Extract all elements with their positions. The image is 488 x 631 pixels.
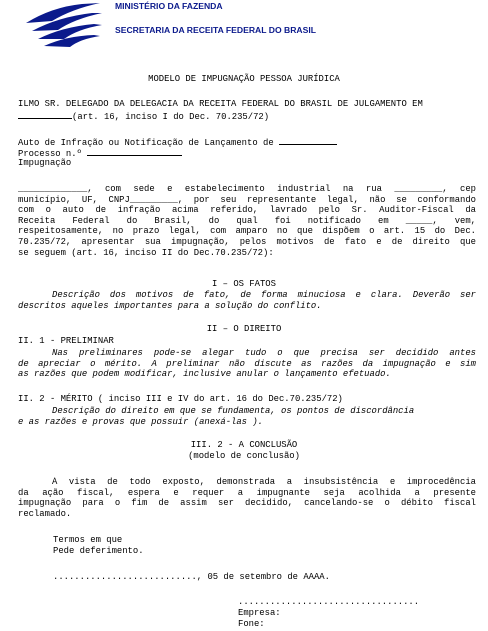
sub-2-body xyxy=(18,406,476,427)
conclusion-line: À vista de todo exposto, demonstrada a insubsistência e improcedência xyxy=(52,477,476,487)
conclusion-subtitle: (modelo de conclusão) xyxy=(188,451,300,461)
sub-1-line: as razões que podem modificar, inclusive anular o lançamento efetuado. xyxy=(18,369,391,380)
section-1-title: I – OS FATOS xyxy=(212,279,276,289)
empresa-label: Empresa: xyxy=(238,608,281,618)
addressee-line-1 xyxy=(18,99,478,110)
intro-line: Receita Federal do Brasil, do qual foi notificado em _____, vem, xyxy=(18,215,476,226)
closing-terms: Termos em que xyxy=(53,535,123,545)
addressee-text-1: ILMO SR. DELEGADO DA DELEGACIA DA RECEITA FEDERAL DO BRASIL DE JULGAMENTO EM xyxy=(18,99,423,109)
sub-1-line: Nas preliminares pode-se alegar tudo o que precisa ser decidido antes xyxy=(52,348,476,358)
conclusion-body xyxy=(18,477,476,519)
header-secretaria: SECRETARIA DA RECEITA FEDERAL DO BRASIL xyxy=(115,25,317,35)
date-line: ..........................., 05 de setembro de AAAA. xyxy=(53,572,330,582)
addressee-text-2: (art. 16, inciso I do Dec. 70.235/72) xyxy=(72,112,270,122)
intro-line: respeitosamente, no prazo legal, com amparo no que dispõem o art. 15 do Dec. xyxy=(18,226,476,237)
intro-line: com o auto de infração acima referido, lavrado pelo Sr. Auditor-Fiscal da xyxy=(18,205,476,216)
conclusion-line: impugnação para o fim de assim ser decidido, cancelando-se o débito fiscal xyxy=(18,498,476,509)
intro-line: município, UF, CNPJ_________, por seu representante legal, não se conformando xyxy=(18,194,476,205)
document-title: MODELO DE IMPUGNAÇÃO PESSOA JURÍDICA xyxy=(148,74,340,84)
section-2-title: II – O DIREITO xyxy=(206,324,282,334)
header-ministry: MINISTÉRIO DA FAZENDA xyxy=(115,1,223,11)
section-1-line: descritos aqueles importantes para a solução do conflito. xyxy=(18,300,322,311)
impugnacao-label: Impugnação xyxy=(18,158,72,168)
section-1-body xyxy=(18,290,476,311)
sub-2-title: II. 2 - MÉRITO ( inciso III e IV do art. 16 do Dec.70.235/72) xyxy=(18,394,343,404)
sub-1-line: de apreciar o mérito. A preliminar não discute as razões da impugnação e sim xyxy=(18,358,476,369)
signature-line: .................................. xyxy=(238,597,420,607)
sub-1-title: II. 1 - PRELIMINAR xyxy=(18,336,114,346)
processo-label: Processo n.º xyxy=(18,149,82,159)
blank-underline xyxy=(87,147,182,156)
conclusion-title: III. 2 - A CONCLUSÃO xyxy=(190,440,298,450)
intro-line: 70.235/72, apresentar sua impugnação, pelos motivos de fato e de direito que xyxy=(18,236,476,247)
auto-label: Auto de Infração ou Notificação de Lançamento de xyxy=(18,138,274,148)
closing-request: Pede deferimento. xyxy=(53,546,144,556)
intro-paragraph xyxy=(18,184,476,258)
blank-underline xyxy=(18,110,72,119)
fone-label: Fone: xyxy=(238,619,265,629)
section-1-line: Descrição dos motivos de fato, de forma minuciosa e clara. Deverão ser xyxy=(52,290,476,300)
conclusion-line: reclamado. xyxy=(18,508,72,519)
intro-line: _____________, com sede e estabelecimento industrial na rua _________, cep xyxy=(18,184,476,194)
conclusion-line: da ação fiscal, espera e requer a impugnante seja acolhida a presente xyxy=(18,487,476,498)
blank-underline xyxy=(279,136,337,145)
intro-line: se seguem (art. 16, inciso II do Dec.70.235/72): xyxy=(18,247,274,258)
sub-1-body xyxy=(18,348,476,380)
sub-2-line: e as razões e provas que possuir (anexá-las ). xyxy=(18,416,263,427)
addressee-line-2 xyxy=(18,110,269,123)
receita-federal-logo-icon xyxy=(22,1,104,49)
sub-2-line: Descrição do direito em que se fundamenta, os pontos de discordância xyxy=(52,406,415,416)
